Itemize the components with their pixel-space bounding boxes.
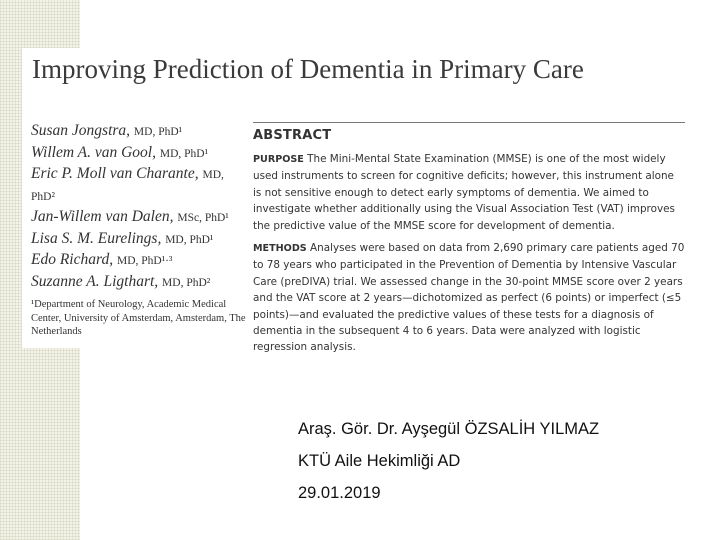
presenter-name: Araş. Gör. Dr. Ayşegül ÖZSALİH YILMAZ (298, 420, 600, 438)
purpose-label: PURPOSE (253, 154, 304, 165)
author-name: Willem A. van Gool, (31, 143, 156, 161)
author (31, 121, 246, 143)
abstract-heading: ABSTRACT (253, 128, 332, 143)
presenter-department: KTÜ Aile Hekimliği AD (298, 452, 461, 470)
author-list (31, 121, 246, 339)
methods-text: Analyses were based on data from 2,690 primary care patients aged 70 to 78 years who participated in the Prevention of Dementia by Intensive Vascular Care (preDIVA) trial. We assessed change in the 30-point MMSE score over 2 years and the VAT score at 2 years—dichotomized as perfect (6 points) or imperfect (≤5 points)—and evaluated the predictive values of these tests for a diagnosis of dementia in the subsequent 4 to 6 years. Data were analyzed with logistic regression analysis. (253, 242, 685, 354)
author-degrees: MD, PhD¹ (159, 147, 209, 160)
author-affiliation: ¹Department of Neurology, Academic Medical Center, University of Amsterdam, Amsterdam, The Netherlands (31, 299, 246, 337)
author-name: Lisa S. M. Eurelings, (31, 229, 162, 247)
author-degrees: MSc, PhD¹ (177, 212, 229, 224)
paper-excerpt-image (22, 48, 687, 354)
author (31, 229, 246, 251)
author (31, 164, 246, 207)
author-name: Edo Richard, (31, 251, 114, 268)
abstract-methods (253, 240, 685, 356)
author-degrees: MD, PhD¹ (133, 126, 183, 138)
methods-label: METHODS (253, 243, 307, 255)
author (31, 250, 246, 272)
presentation-date: 29.01.2019 (298, 484, 381, 502)
paper-title: Improving Prediction of Dementia in Primary Care (32, 54, 584, 84)
author (31, 207, 246, 229)
abstract-purpose (253, 151, 685, 234)
author-degrees: MD, PhD¹·³ (116, 255, 173, 267)
author-degrees: MD, PhD² (162, 276, 211, 289)
abstract-section (253, 122, 685, 362)
presenter-info (298, 413, 599, 509)
author (31, 143, 246, 165)
author (31, 272, 246, 294)
author-name: Susan Jongstra, (31, 122, 131, 139)
author-degrees: MD, PhD² (31, 169, 224, 203)
purpose-text: The Mini-Mental State Examination (MMSE) is one of the most widely used instruments to screen for cognitive deficits; however, this instrument alone is not sensitive enough to detect early symptoms of dementia. We aimed to investigate whether additionally using the Visual Association Test (VAT) improves the predictive value of the MMSE score for development of dementia. (253, 153, 675, 232)
author-name: Suzanne A. Ligthart, (31, 272, 159, 290)
author-name: Eric P. Moll van Charante, (31, 165, 199, 182)
author-name: Jan-Willem van Dalen, (31, 208, 174, 225)
author-degrees: MD, PhD¹ (165, 233, 214, 246)
